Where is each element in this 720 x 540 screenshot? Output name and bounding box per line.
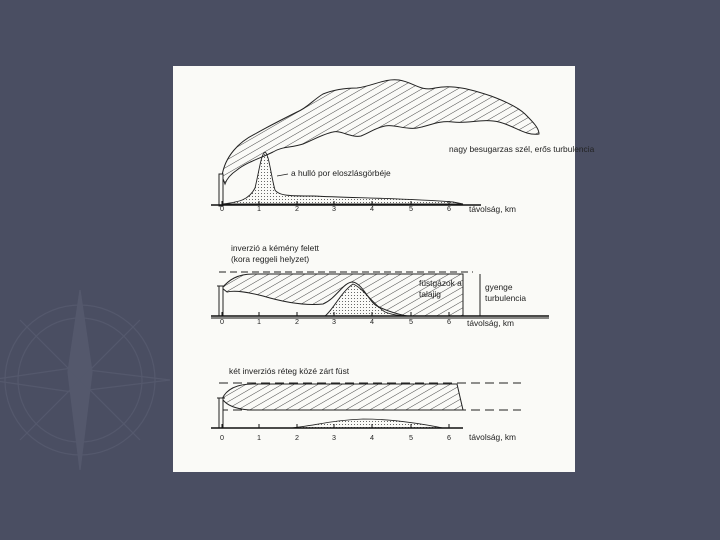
tick-label: 5 bbox=[409, 433, 413, 442]
tick-label: 3 bbox=[332, 317, 336, 326]
tick-label: 2 bbox=[295, 317, 299, 326]
tick-label: 3 bbox=[332, 433, 336, 442]
tick-label: 6 bbox=[447, 204, 451, 213]
tick-label: 2 bbox=[295, 204, 299, 213]
low-deposition bbox=[291, 419, 443, 428]
chimney-3 bbox=[219, 398, 223, 428]
tick-label: 2 bbox=[295, 433, 299, 442]
tick-label: 4 bbox=[370, 204, 374, 213]
smoke-trapped bbox=[222, 384, 463, 410]
panel-1-caption: nagy besugarzas szél, erős turbulencia bbox=[449, 144, 595, 154]
tick-label: 0 bbox=[220, 433, 224, 442]
deposition-curve bbox=[223, 152, 463, 204]
tick-label: 6 bbox=[447, 433, 451, 442]
tick-label: 5 bbox=[409, 317, 413, 326]
axis-label: távolság, km bbox=[469, 204, 517, 214]
smoke-label-line1: füstgázok a bbox=[419, 278, 462, 288]
turbulence-label-line1: gyenge bbox=[485, 282, 513, 292]
smoke-dispersion-figure bbox=[173, 66, 595, 472]
annotation-arrow bbox=[277, 174, 288, 176]
axis-label: távolság, km bbox=[467, 318, 515, 328]
tick-label: 1 bbox=[257, 433, 261, 442]
tick-label: 5 bbox=[409, 204, 413, 213]
tick-label: 6 bbox=[447, 317, 451, 326]
panel-1 bbox=[211, 80, 595, 214]
panel-3-caption: két inverziós réteg közé zárt füst bbox=[229, 366, 350, 376]
tick-label: 0 bbox=[220, 317, 224, 326]
tick-label: 0 bbox=[220, 204, 224, 213]
deposition-annotation: a hulló por eloszlásgörbéje bbox=[291, 168, 391, 178]
tick-label: 3 bbox=[332, 204, 336, 213]
axis-label: távolság, km bbox=[469, 432, 517, 442]
tick-label: 4 bbox=[370, 433, 374, 442]
inversion-label-line2: (kora reggeli helyzet) bbox=[231, 254, 310, 264]
inversion-label-line1: inverzió a kémény felett bbox=[231, 243, 319, 253]
chimney-2 bbox=[219, 286, 223, 316]
panel-2 bbox=[211, 243, 549, 328]
tick-label: 1 bbox=[257, 204, 261, 213]
turbulence-label-line2: turbulencia bbox=[485, 293, 526, 303]
smoke-label-line2: talajig bbox=[419, 289, 441, 299]
tick-label: 1 bbox=[257, 317, 261, 326]
tick-label: 4 bbox=[370, 317, 374, 326]
panel-3 bbox=[211, 366, 521, 442]
